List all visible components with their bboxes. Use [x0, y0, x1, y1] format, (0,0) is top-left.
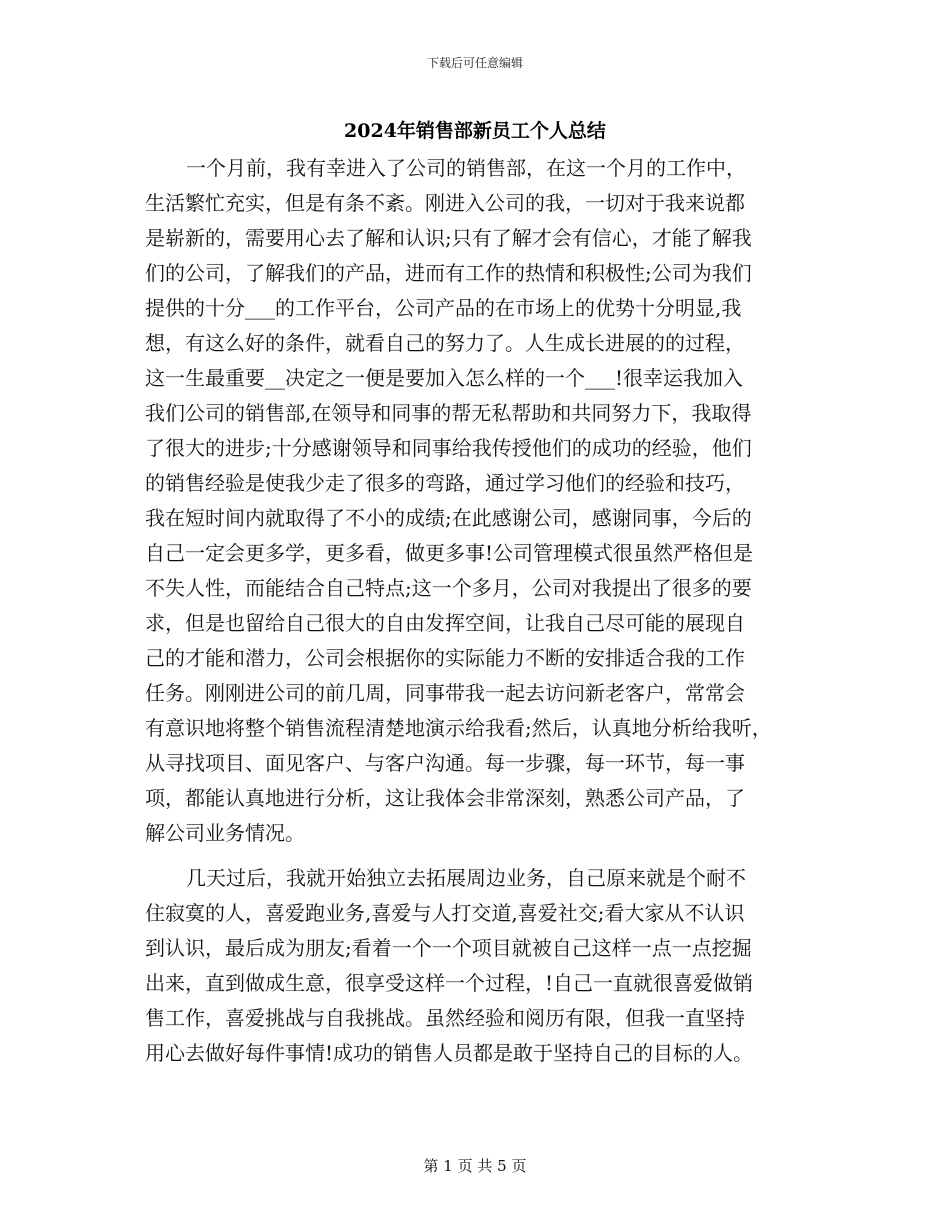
paragraph-line: 生活繁忙充实，但是有条不紊。刚进入公司的我，一切对于我来说都 [145, 191, 745, 215]
paragraph-line: 们的公司，了解我们的产品，进而有工作的热情和积极性;公司为我们 [145, 261, 752, 285]
paragraph-line: 一个月前，我有幸进入了公司的销售部，在这一个月的工作中， [186, 156, 746, 180]
paragraph-line: 出来，直到做成生意，很享受这样一个过程，!自己一直就很喜爱做销 [145, 971, 754, 995]
paragraph-line: 解公司业务情况。 [145, 821, 305, 845]
paragraph-line: 求，但是也留给自己很大的自由发挥空间，让我自己尽可能的展现自 [145, 611, 745, 635]
paragraph-line: 自己一定会更多学，更多看，做更多事!公司管理模式很虽然严格但是 [145, 541, 754, 565]
page-number: 第 1 页 共 5 页 [423, 1157, 527, 1175]
paragraph-line: 住寂寞的人，喜爱跑业务,喜爱与人打交道,喜爱社交;看大家从不认识 [145, 901, 745, 925]
paragraph-line: 几天过后，我就开始独立去拓展周边业务，自己原来就是个耐不 [186, 866, 746, 890]
paragraph-line: 用心去做好每件事情!成功的销售人员都是敢于坚持自己的目标的人。 [145, 1041, 754, 1065]
paragraph-line: 了很大的进步;十分感谢领导和同事给我传授他们的成功的经验，他们 [145, 436, 752, 460]
paragraph-line: 提供的十分___的工作平台，公司产品的在市场上的优势十分明显,我 [145, 296, 742, 320]
paragraph-line: 任务。刚刚进公司的前几周，同事带我一起去访问新老客户，常常会 [145, 681, 745, 705]
paragraph-line: 不失人性，而能结合自己特点;这一个多月，公司对我提出了很多的要 [145, 576, 752, 600]
header-note: 下载后可任意编辑 [426, 56, 523, 70]
paragraph-line: 想，有这么好的条件，就看自己的努力了。人生成长进展的的过程， [145, 331, 745, 355]
paragraph-line: 己的才能和潜力，公司会根据你的实际能力不断的安排适合我的工作 [145, 646, 745, 670]
paragraph-line: 从寻找项目、面见客户、与客户沟通。每一步骤，每一环节，每一事 [145, 751, 745, 775]
paragraph-line: 到认识，最后成为朋友;看着一个一个项目就被自己这样一点一点挖掘 [145, 936, 752, 960]
paragraph-line: 这一生最重要__决定之一便是要加入怎么样的一个___!很幸运我加入 [145, 366, 744, 390]
paragraph-line: 是崭新的，需要用心去了解和认识;只有了解才会有信心，才能了解我 [145, 226, 752, 250]
document-title: 2024年销售部新员工个人总结 [344, 120, 606, 142]
paragraph-line: 的销售经验是使我少走了很多的弯路，通过学习他们的经验和技巧， [145, 471, 745, 495]
paragraph-line: 我们公司的销售部,在领导和同事的帮无私帮助和共同努力下，我取得 [145, 401, 752, 425]
paragraph-line: 项，都能认真地进行分析，这让我体会非常深刻，熟悉公司产品，了 [145, 786, 745, 810]
paragraph-line: 我在短时间内就取得了不小的成绩;在此感谢公司，感谢同事，今后的 [145, 506, 752, 530]
paragraph-line: 有意识地将整个销售流程清楚地演示给我看;然后，认真地分析给我听， [145, 716, 772, 740]
paragraph-line: 售工作，喜爱挑战与自我挑战。虽然经验和阅历有限，但我一直坚持 [145, 1006, 745, 1030]
